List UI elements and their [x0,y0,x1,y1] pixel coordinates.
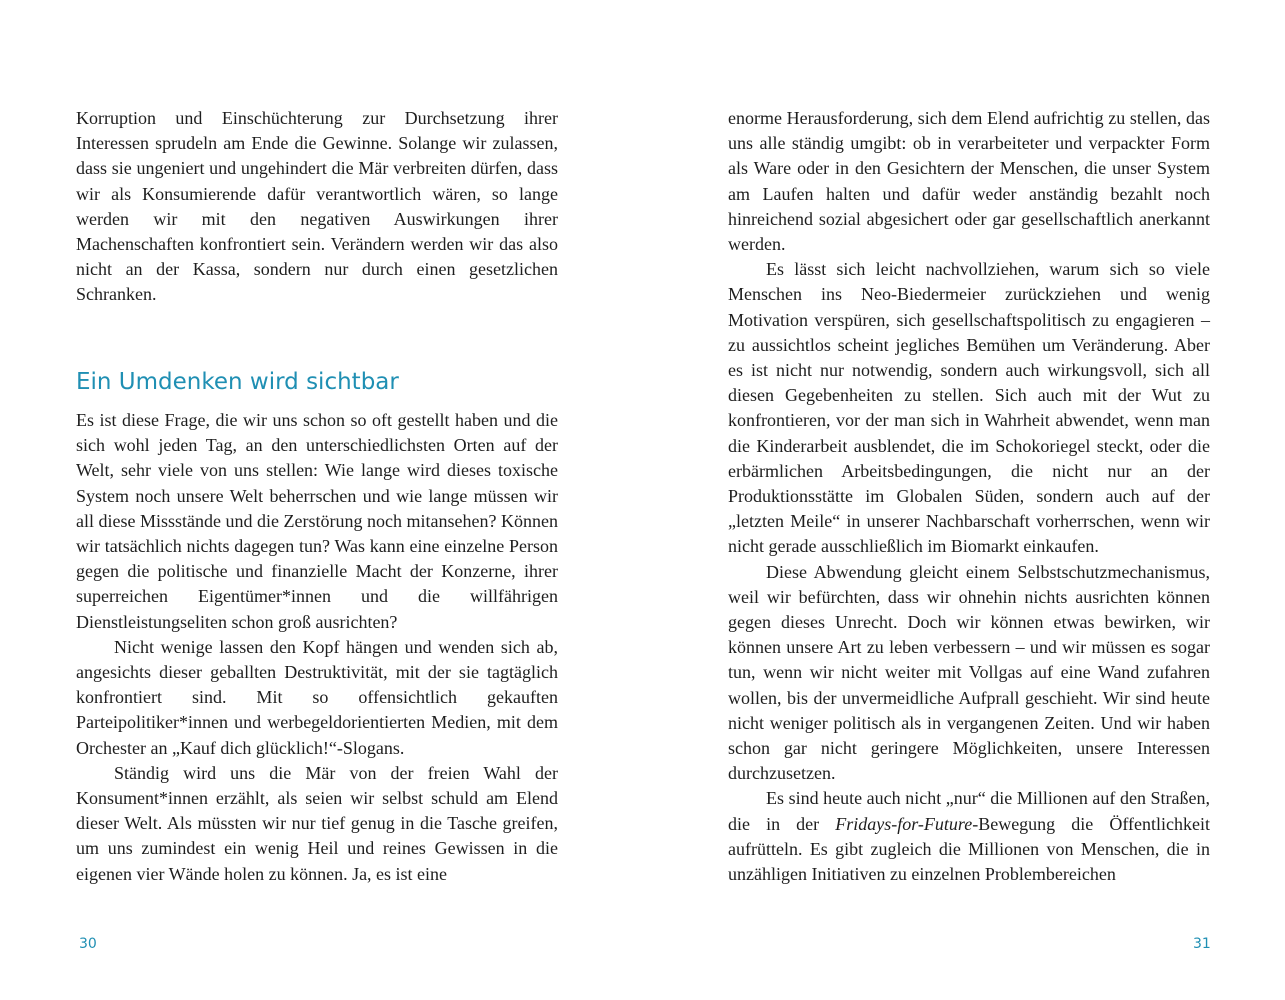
paragraph: enorme Herausforderung, sich dem Elend aufrichtig zu stellen, das uns alle ständig umgibt: ob in verarbeiteter und verpackter Form als Ware oder in den Gesichtern der Menschen, die unser System am Laufen halten und dafür weder anständig bezahlt noch hinreichend sozial abgesichert oder gar gesellschaftlich anerkannt werden. [728,108,1210,255]
paragraph-text: -Bewegung die Öffentlichkeit aufrütteln. Es gibt zugleich die Millionen von Menschen, die in unzähligen Initiativen zu einzelnen Problembereichen [728,813,1210,885]
left-top-text [76,106,558,308]
paragraph: Es lässt sich leicht nachvollziehen, warum sich so viele Menschen ins Neo-Biedermeier zurückziehen und wenig Motivation verspüren, sich gesellschaftspolitisch zu engagieren – zu aussichtlos scheint jegliches Bemühen um Veränderung. Aber es ist nicht nur notwendig, sondern auch wirkungsvoll, sich all diesen Gegebenheiten zu stellen. Sich auch mit der Wut zu konfrontieren, vor der man sich in Wahrheit abwendet, wenn man die Kinderarbeit ausblendet, die im Schokoriegel steckt, oder die erbärmlichen Arbeitsbedingungen, die nicht nur an der Produktionsstätte im Globalen Süden, sondern auch auf der „letzten Meile“ in unserer Nachbarschaft vorherrschen, wenn wir nicht gerade ausschließlich im Biomarkt einkaufen. [728,259,1210,557]
page-number-left: 30 [79,936,97,952]
paragraph: Ständig wird uns die Mär von der freien Wahl der Konsument*innen erzählt, als seien wir selbst schuld am Elend dieser Welt. Als müssten wir nur tief genug in die Tasche greifen, um uns zumindest ein wenig Heil und reines Gewissen in die eigenen vier Wände holen zu können. Ja, es ist eine [76,762,558,884]
section-heading: Ein Umdenken wird sichtbar [76,369,399,395]
paragraph: Nicht wenige lassen den Kopf hängen und wenden sich ab, angesichts dieser geballten Destruktivität, mit der sie tagtäglich konfrontiert sind. Mit so offensichtlich gekauften Parteipolitiker*innen und werbegeldorientierten Medien, mit dem Orchester an „Kauf dich glücklich!“-Slogans. [76,636,558,758]
paragraph: Es ist diese Frage, die wir uns schon so oft gestellt haben und die sich wohl jeden Tag, an den unterschiedlichsten Orten auf der Welt, sehr viele von uns stellen: Wie lange wird dieses toxische System noch unsere Welt beherrschen und wie lange müssen wir all diese Missstände und die Zerstörung noch mitansehen? Können wir tatsächlich nichts dagegen tun? Was kann eine einzelne Person gegen die politische und finanzielle Macht der Konzerne, ihrer superreichen Eigentümer*innen und die willfährigen Dienstleistungseliten schon groß ausrichten? [76,410,558,632]
left-body-text [76,408,558,887]
emphasis-text: Fridays-for-Future [835,813,973,834]
right-page [728,0,1210,1000]
page-number-right: 31 [1193,936,1211,952]
right-body-text [728,106,1210,887]
paragraph-text: Es sind heute auch nicht „nur“ die Millionen auf den Straßen, die in der [728,788,1210,834]
paragraph [728,786,1210,887]
paragraph: Diese Abwendung gleicht einem Selbstschutzmechanismus, weil wir befürchten, dass wir ohnehin nichts ausrichten können gegen dieses Unrecht. Doch wir können etwas bewirken, wir können unsere Art zu leben verbessern – und wir müssen es sogar tun, wenn wir nicht weiter mit Vollgas auf eine Wand zufahren wollen, bis der unvermeidliche Aufprall geschieht. Wir sind heute nicht weniger politisch als in vergangenen Zeiten. Und wir haben schon gar nicht geringere Möglichkeiten, unsere Interessen durchzusetzen. [728,561,1210,784]
paragraph: Korruption und Einschüchterung zur Durchsetzung ihrer Interessen sprudeln am Ende die Gewinne. Solange wir zulassen, dass sie ungeniert und ungehindert die Mär verbreiten dürfen, dass wir als Konsumierende dafür verantwortlich wären, so lange werden wir mit den negativen Auswirkungen ihrer Machenschaften konfrontiert sein. Verändern werden wir das also nicht an der Kassa, sondern nur durch einen gesetzlichen Schranken. [76,108,558,305]
left-page [76,0,558,1000]
